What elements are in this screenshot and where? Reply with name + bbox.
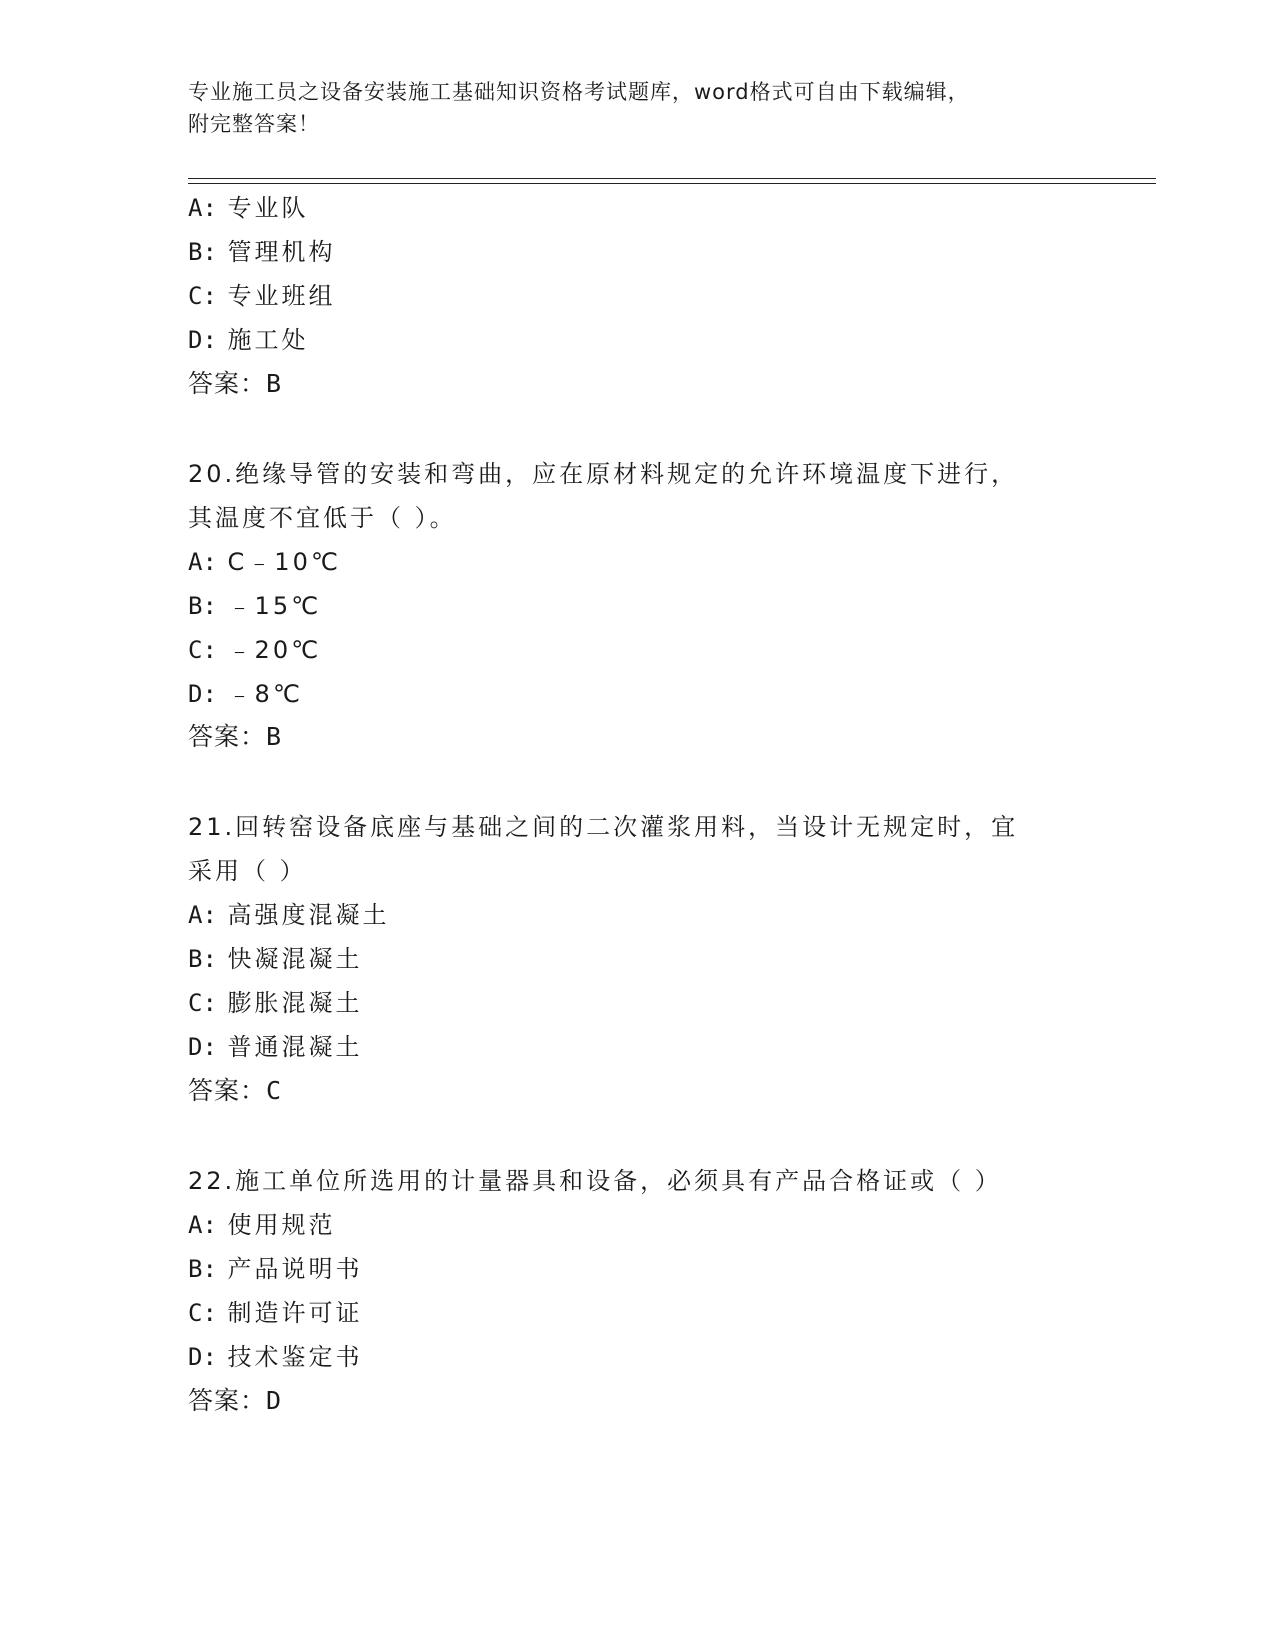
question-text: 22.施工单位所选用的计量器具和设备，必须具有产品合格证或（ ） xyxy=(188,1167,1002,1195)
option-letter: B: xyxy=(188,592,217,620)
option-line xyxy=(188,635,321,665)
question-text: 采用（ ） xyxy=(188,857,307,885)
option-letter: D: xyxy=(188,1343,217,1371)
option-letter: B: xyxy=(188,1255,217,1283)
question-text: 21.回转窑设备底座与基础之间的二次灌浆用料，当设计无规定时，宜 xyxy=(188,813,1019,841)
option-line xyxy=(188,1210,336,1240)
document-header xyxy=(188,76,1068,140)
option-line xyxy=(188,679,303,709)
question-line xyxy=(188,459,1018,489)
option-letter: A: xyxy=(188,901,217,929)
option-letter: C: xyxy=(188,1299,217,1327)
header-line-2: 附完整答案！ xyxy=(188,112,320,136)
header-rule-bottom xyxy=(188,183,1156,184)
answer-line xyxy=(188,1386,282,1416)
option-line xyxy=(188,237,336,267)
option-text: 快凝混凝土 xyxy=(227,945,363,973)
option-text: 管理机构 xyxy=(227,238,336,266)
option-line xyxy=(188,281,336,311)
answer-label: 答案： xyxy=(188,722,267,751)
option-letter: D: xyxy=(188,680,217,708)
option-line xyxy=(188,1032,363,1062)
option-letter: C: xyxy=(188,282,217,310)
option-text: 施工处 xyxy=(227,326,309,354)
option-letter: D: xyxy=(188,1033,217,1061)
option-line xyxy=(188,944,363,974)
question-line xyxy=(188,503,457,533)
option-text: 专业队 xyxy=(227,194,309,222)
option-line xyxy=(188,325,309,355)
option-letter: C: xyxy=(188,989,217,1017)
answer-line xyxy=(188,1076,282,1106)
answer-line xyxy=(188,722,282,752)
option-line xyxy=(188,1298,363,1328)
option-line xyxy=(188,988,363,1018)
option-text: 制造许可证 xyxy=(227,1299,363,1327)
option-text: 技术鉴定书 xyxy=(227,1343,363,1371)
option-text: ﹣15℃ xyxy=(227,592,322,620)
answer-value: C xyxy=(266,1076,283,1105)
option-text: ﹣20℃ xyxy=(227,636,322,664)
answer-label: 答案： xyxy=(188,1386,267,1415)
option-text: 专业班组 xyxy=(227,282,336,310)
option-letter: B: xyxy=(188,945,217,973)
question-line xyxy=(188,812,1018,842)
option-letter: C: xyxy=(188,636,217,664)
option-text: 高强度混凝土 xyxy=(227,901,390,929)
header-rule-top xyxy=(188,178,1156,179)
option-line xyxy=(188,591,321,621)
answer-value: B xyxy=(266,722,283,751)
question-text: 其温度不宜低于（ ）。 xyxy=(188,504,457,532)
option-line xyxy=(188,1342,363,1372)
header-line-1: 专业施工员之设备安装施工基础知识资格考试题库，word格式可自由下载编辑， xyxy=(188,80,970,104)
option-line xyxy=(188,900,390,930)
question-text: 20.绝缘导管的安装和弯曲，应在原材料规定的允许环境温度下进行， xyxy=(188,460,1019,488)
option-letter: A: xyxy=(188,1211,217,1239)
option-letter: B: xyxy=(188,238,217,266)
option-line xyxy=(188,1254,363,1284)
option-text: 使用规范 xyxy=(227,1211,336,1239)
option-text: 普通混凝土 xyxy=(227,1033,363,1061)
answer-value: B xyxy=(266,369,283,398)
answer-label: 答案： xyxy=(188,369,267,398)
question-line xyxy=(188,856,307,886)
option-text: ﹣8℃ xyxy=(227,680,303,708)
option-text: C﹣10℃ xyxy=(227,548,341,576)
answer-line xyxy=(188,369,282,399)
answer-label: 答案： xyxy=(188,1076,267,1105)
question-line xyxy=(188,1166,1002,1196)
option-line xyxy=(188,547,341,577)
option-letter: D: xyxy=(188,326,217,354)
answer-value: D xyxy=(266,1386,283,1415)
option-letter: A: xyxy=(188,548,217,576)
option-text: 产品说明书 xyxy=(227,1255,363,1283)
option-text: 膨胀混凝土 xyxy=(227,989,363,1017)
option-letter: A: xyxy=(188,194,217,222)
option-line xyxy=(188,193,309,223)
